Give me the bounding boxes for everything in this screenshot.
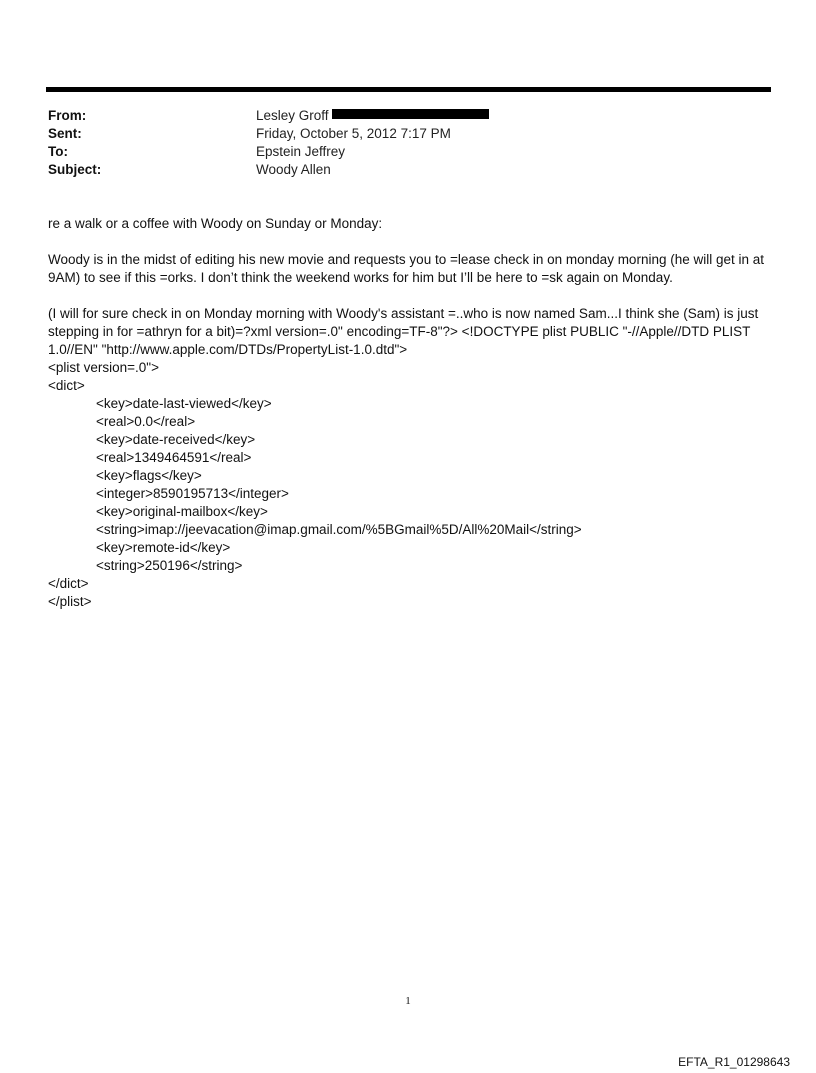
document-id: EFTA_R1_01298643 — [678, 1055, 790, 1069]
sent-label: Sent: — [48, 126, 82, 141]
subject-value: Woody Allen — [256, 162, 331, 177]
plist-line: <integer>8590195713</integer> — [96, 486, 289, 501]
email-header — [48, 107, 489, 179]
plist-line: <key>original-mailbox</key> — [96, 504, 268, 519]
sent-row — [48, 125, 489, 143]
sent-value: Friday, October 5, 2012 7:17 PM — [256, 126, 451, 141]
to-label: To: — [48, 144, 68, 159]
from-row — [48, 107, 489, 125]
plist-line: <key>remote-id</key> — [96, 540, 231, 555]
plist-line: <real>1349464591</real> — [96, 450, 252, 465]
body-paragraph-3: (I will for sure check in on Monday morning with Woody's assistant =..who is now named Sam...I think she (Sam) is just stepping in for =athryn for a bit)=?xml version=.0" encoding=TF-8"?> <!DOCTYPE plist PUBLIC "-//Apple//DTD PLIST 1.0//EN" "http://www.apple.com/DTDs/PropertyList-1.0.dtd"> — [48, 306, 763, 357]
page-number: 1 — [405, 995, 411, 1007]
plist-line: <real>0.0</real> — [96, 414, 196, 429]
to-row — [48, 143, 489, 161]
from-label: From: — [48, 108, 87, 123]
email-body — [48, 215, 773, 611]
from-value — [256, 107, 489, 125]
dict-open: <dict> — [48, 378, 85, 393]
body-paragraph-2: Woody is in the midst of editing his new movie and requests you to =lease check in on monday morning (he will get in at 9AM) to see if this =orks. I don’t think the weekend works for him but I’ll be here to =sk again on Monday. — [48, 252, 768, 285]
plist-line: <string>250196</string> — [96, 558, 243, 573]
sender-name: Lesley Groff — [256, 108, 329, 123]
body-paragraph-1: re a walk or a coffee with Woody on Sunday or Monday: — [48, 216, 383, 231]
header-rule — [46, 87, 771, 92]
plist-open: <plist version=.0"> — [48, 360, 159, 375]
plist-line: <string>imap://jeevacation@imap.gmail.com/%5BGmail%5D/All%20Mail</string> — [96, 522, 582, 537]
subject-label: Subject: — [48, 162, 102, 177]
subject-row — [48, 161, 489, 179]
to-value: Epstein Jeffrey — [256, 144, 346, 159]
dict-close: </dict> — [48, 576, 89, 591]
redaction-bar — [332, 109, 489, 119]
plist-line: <key>date-received</key> — [96, 432, 256, 447]
plist-line: <key>flags</key> — [96, 468, 202, 483]
plist-close: </plist> — [48, 594, 92, 609]
plist-line: <key>date-last-viewed</key> — [96, 396, 272, 411]
